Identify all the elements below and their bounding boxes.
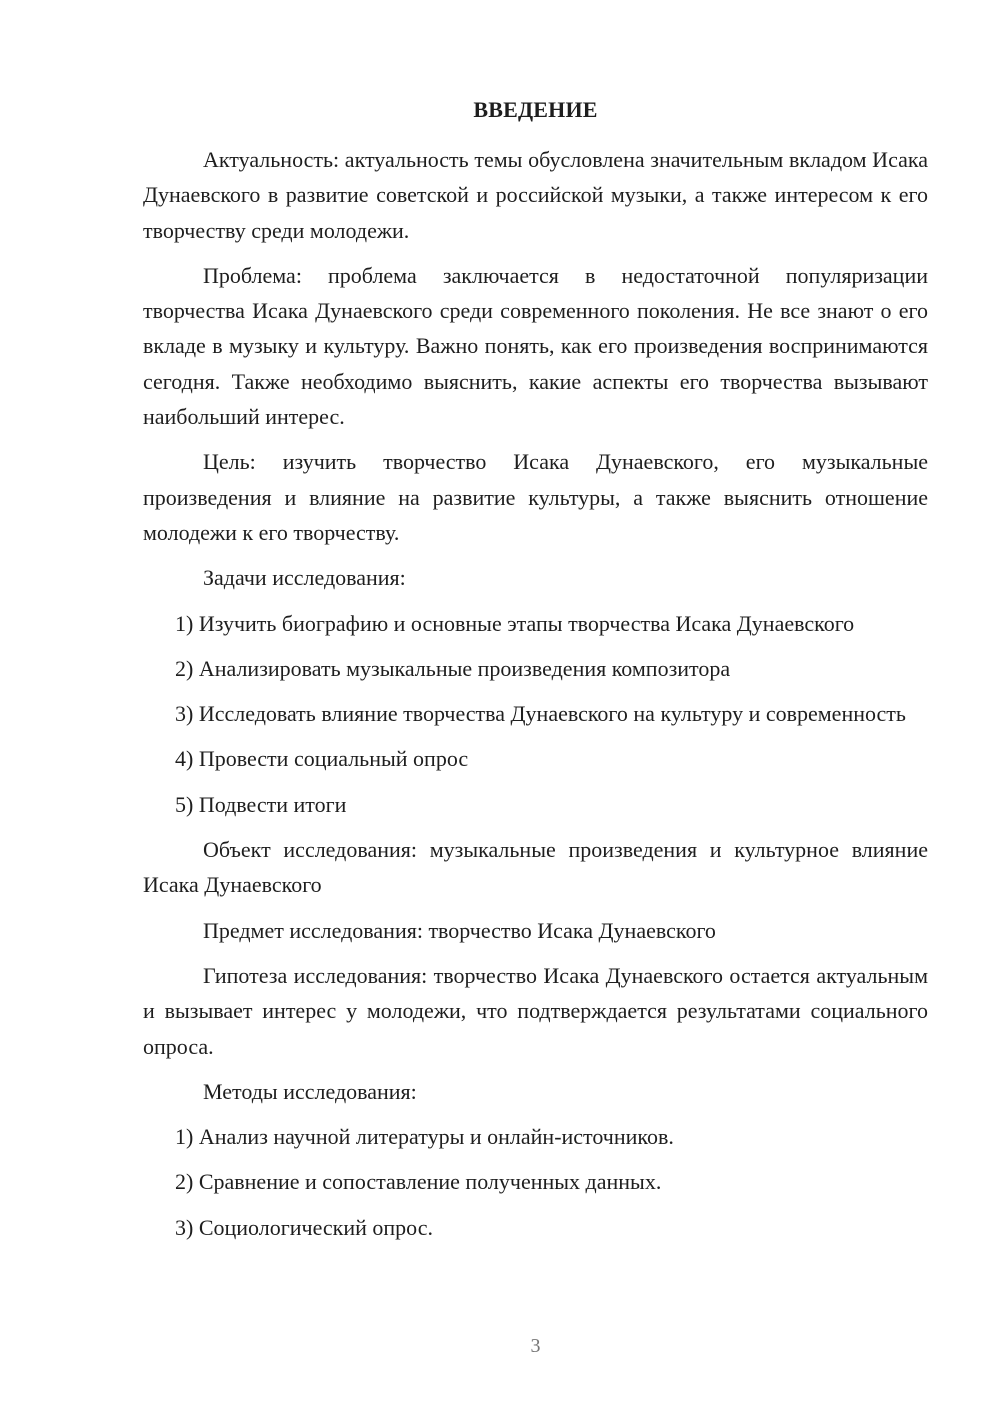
document-body — [143, 142, 928, 1255]
hypothesis-paragraph: Гипотеза исследования: творчество Исака Дунаевского остается актуальным и вызывает интерес у молодежи, что подтверждается результатами социального опроса. — [143, 962, 928, 1059]
subject-paragraph: Предмет исследования: творчество Исака Дунаевского — [203, 917, 716, 943]
document-page — [143, 0, 928, 1414]
method-item: 1) Анализ научной литературы и онлайн-источников. — [175, 1124, 674, 1150]
method-item: 3) Социологический опрос. — [175, 1214, 433, 1240]
task-item: 3) Исследовать влияние творчества Дунаевского на культуру и современность — [175, 701, 906, 727]
relevance-paragraph: Актуальность: актуальность темы обусловлена значительным вкладом Исака Дунаевского в развитие советской и российской музыки, а также интересом к его творчеству среди молодежи. — [143, 147, 928, 243]
page-number: 3 — [530, 1335, 541, 1357]
goal-paragraph: Цель: изучить творчество Исака Дунаевского, его музыкальные произведения и влияние на развитие культуры, а также выяснить отношение молодежи к его творчеству. — [143, 449, 928, 545]
task-item: 5) Подвести итоги — [175, 791, 347, 817]
page-heading: ВВЕДЕНИЕ — [473, 97, 598, 122]
tasks-title: Задачи исследования: — [203, 565, 406, 591]
task-item: 4) Провести социальный опрос — [175, 746, 469, 772]
method-item: 2) Сравнение и сопоставление полученных данных. — [175, 1169, 662, 1195]
object-paragraph: Объект исследования: музыкальные произведения и культурное влияние Исака Дунаевского — [143, 837, 928, 898]
task-item: 2) Анализировать музыкальные произведения композитора — [175, 655, 731, 681]
problem-paragraph: Проблема: проблема заключается в недостаточной популяризации творчества Исака Дунаевского среди современного поколения. Не все знают о его вкладе в музыку и культуру. Важно понять, как его произведения воспринимаются сегодня. Также необходимо выяснить, какие аспекты его творчества вызывают наибольший интерес. — [143, 262, 928, 430]
methods-title: Методы исследования: — [203, 1078, 417, 1104]
task-item: 1) Изучить биографию и основные этапы творчества Исака Дунаевского — [175, 610, 855, 636]
